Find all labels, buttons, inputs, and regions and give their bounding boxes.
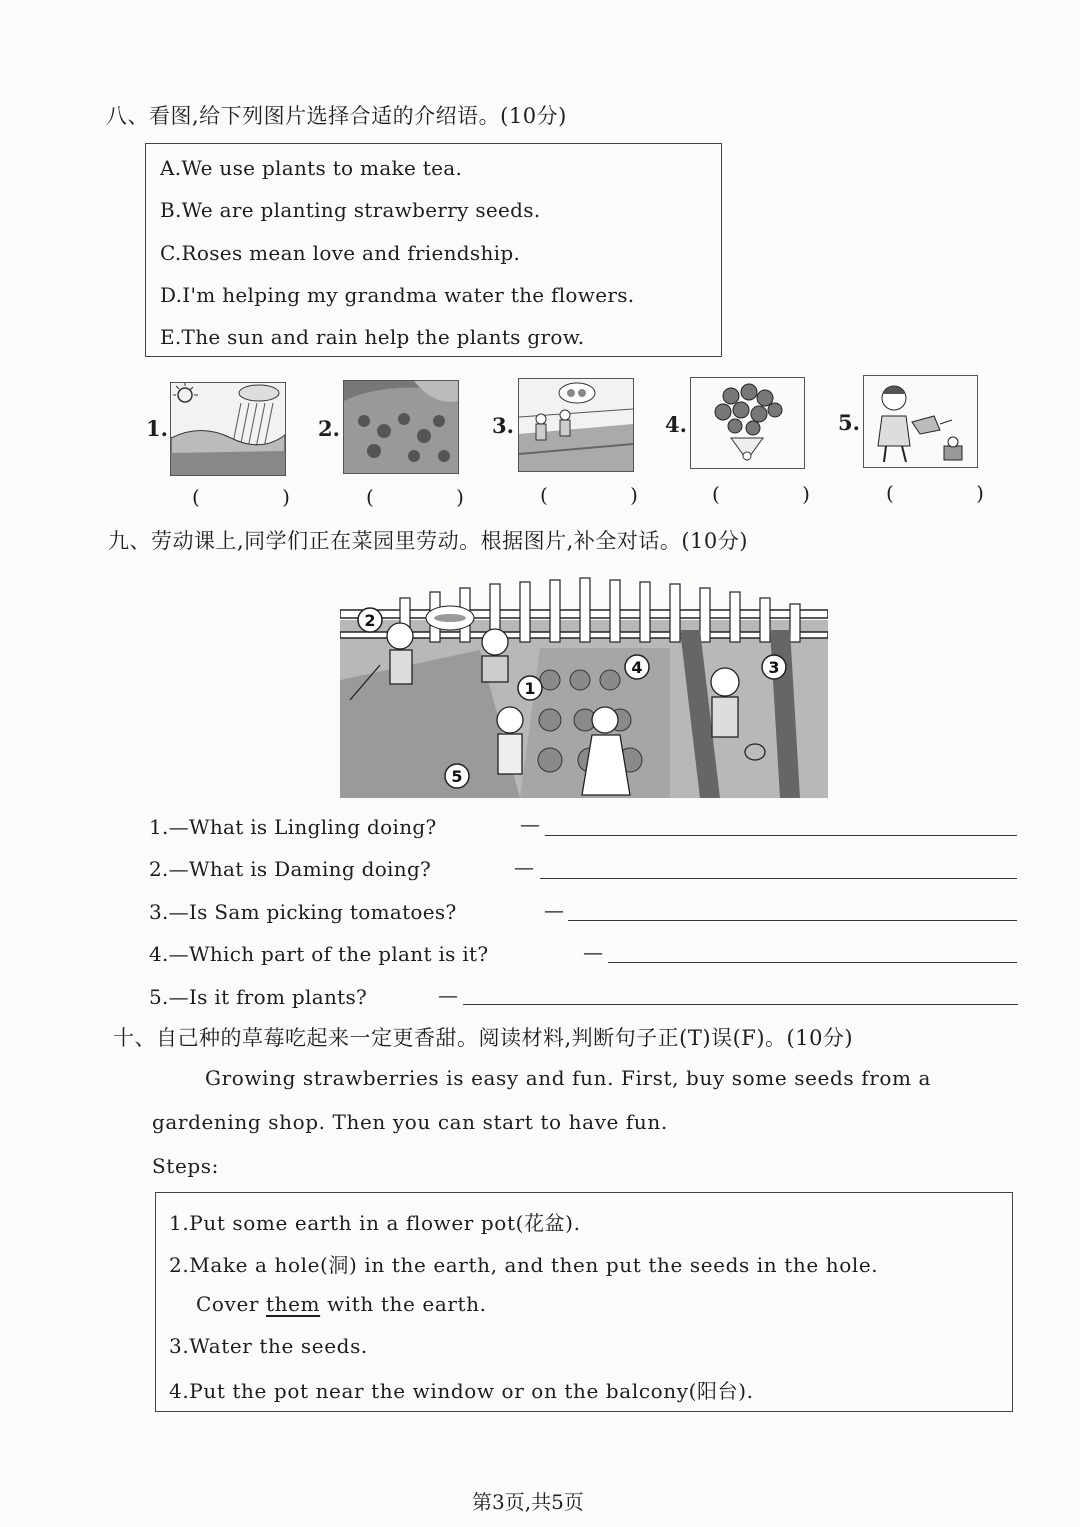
section8-heading: 八、看图,给下列图片选择合适的介绍语。(10分) (106, 104, 567, 128)
answer-line-3[interactable] (568, 920, 1017, 921)
step-4: 4.Put the pot near the window or on the balcony(阳台). (169, 1379, 754, 1403)
step-3: 3.Water the seeds. (169, 1334, 368, 1358)
picture-number-2: 2. (318, 416, 340, 441)
steps-label: Steps: (152, 1154, 219, 1178)
answer-line-1[interactable] (545, 835, 1017, 836)
options-box (145, 143, 722, 357)
watering-picture (863, 375, 978, 468)
reading-paragraph-line1: Growing strawberries is easy and fun. First, buy some seeds from a (205, 1066, 932, 1090)
callout-3: 3 (768, 658, 780, 677)
answer-line-5[interactable] (463, 1004, 1018, 1005)
option-d: D.I'm helping my grandma water the flowers. (160, 283, 635, 307)
callout-5: 5 (451, 767, 463, 786)
planting-picture (518, 378, 634, 472)
callout-1: 1 (524, 679, 536, 698)
option-a: A.We use plants to make tea. (160, 156, 463, 180)
section10-heading: 十、自己种的草莓吃起来一定更香甜。阅读材料,判断句子正(T)误(F)。(10分) (113, 1026, 854, 1050)
answer-paren-5: ( ) (886, 481, 1022, 505)
roses-picture (690, 377, 805, 469)
picture-number-1: 1. (146, 416, 168, 441)
sun-rain-picture (170, 382, 286, 476)
step-2-rest: with the earth. (320, 1292, 487, 1316)
answer-paren-1: ( ) (192, 485, 328, 509)
step-2: 2.Make a hole(洞) in the earth, and then put the seeds in the hole. (169, 1253, 879, 1277)
answer-paren-2: ( ) (366, 485, 502, 509)
question-5: 5.—Is it from plants? (149, 985, 368, 1009)
answer-paren-3: ( ) (540, 483, 676, 507)
answer-paren-4: ( ) (712, 482, 848, 506)
answer-dash-4: — (583, 940, 604, 964)
callout-4: 4 (631, 658, 643, 677)
question-3: 3.—Is Sam picking tomatoes? (149, 900, 457, 924)
picture-number-5: 5. (838, 410, 860, 435)
option-e: E.The sun and rain help the plants grow. (160, 325, 585, 349)
reading-paragraph-line2: gardening shop. Then you can start to have fun. (152, 1110, 668, 1134)
steps-box (155, 1192, 1013, 1412)
section9-heading: 九、劳动课上,同学们正在菜园里劳动。根据图片,补全对话。(10分) (108, 529, 748, 553)
page-number: 第3页,共5页 (472, 1490, 584, 1514)
step-2-underlined-word: them (266, 1292, 321, 1316)
answer-line-2[interactable] (540, 878, 1017, 879)
question-1: 1.—What is Lingling doing? (149, 815, 437, 839)
tea-picture (343, 380, 459, 474)
question-4: 4.—Which part of the plant is it? (149, 942, 489, 966)
picture-number-3: 3. (492, 413, 514, 438)
answer-dash-1: — (520, 812, 541, 836)
step-2-continuation (196, 1292, 487, 1316)
answer-dash-2: — (514, 855, 535, 879)
step-2-cover: Cover (196, 1292, 266, 1316)
garden-picture (340, 570, 828, 798)
answer-dash-5: — (438, 983, 459, 1007)
callout-2: 2 (364, 611, 376, 630)
question-2: 2.—What is Daming doing? (149, 857, 432, 881)
option-b: B.We are planting strawberry seeds. (160, 198, 541, 222)
option-c: C.Roses mean love and friendship. (160, 241, 521, 265)
step-1: 1.Put some earth in a flower pot(花盆). (169, 1211, 581, 1235)
answer-line-4[interactable] (608, 962, 1017, 963)
picture-number-4: 4. (665, 412, 687, 437)
answer-dash-3: — (544, 898, 565, 922)
